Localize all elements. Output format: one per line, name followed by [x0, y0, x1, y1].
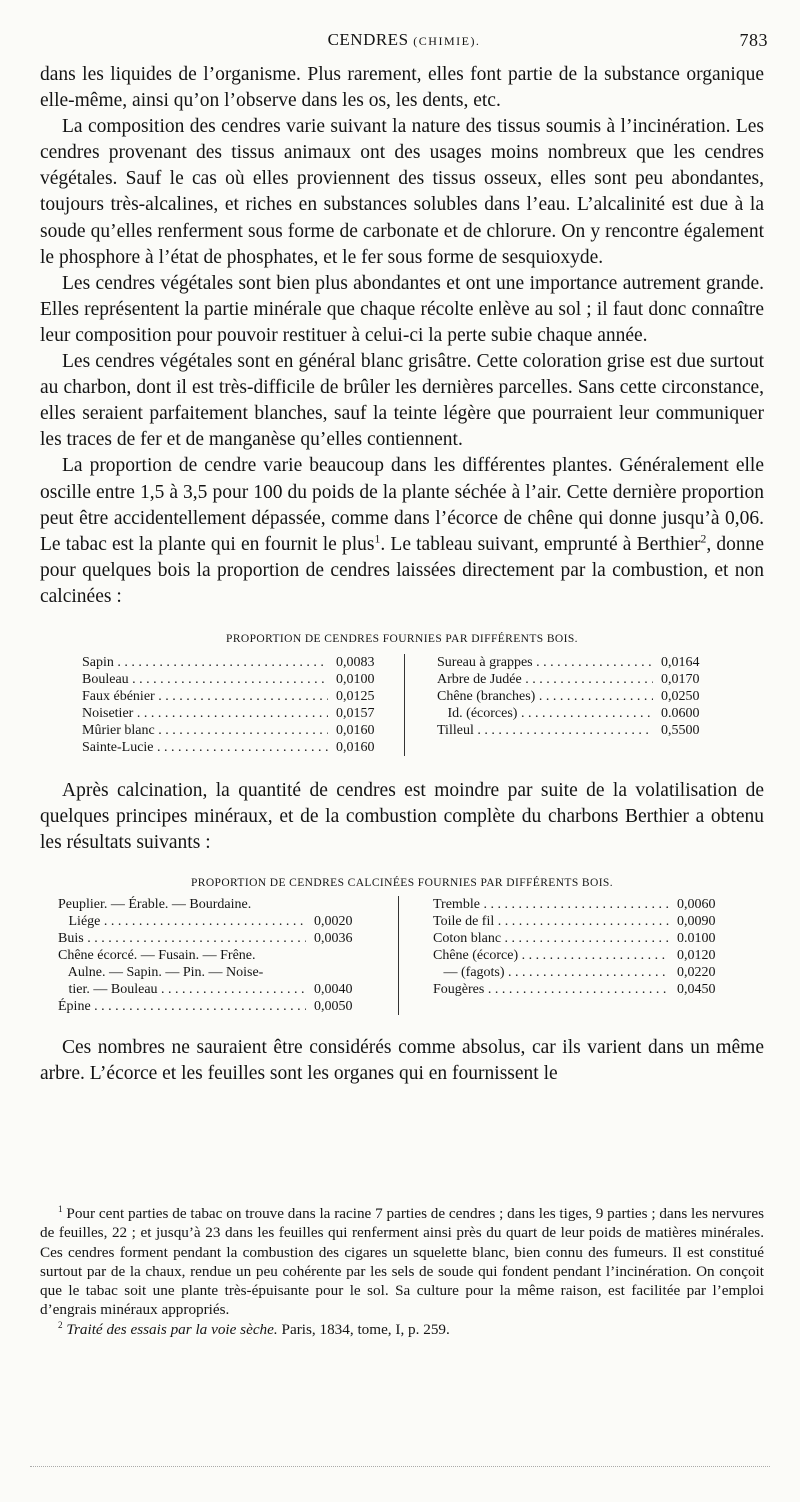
table2-left-row	[58, 964, 378, 981]
table1-divider	[404, 654, 405, 756]
table1-left-name: Mûrier blanc . . .	[82, 722, 328, 739]
table2-right-row	[433, 981, 741, 998]
table2-right-value: 0,0220	[677, 965, 716, 981]
footnote-1-mark: 1	[58, 1203, 63, 1214]
table2-right-value: 0,0120	[677, 948, 716, 964]
table1	[40, 654, 764, 756]
table2-left-value: 0,0036	[314, 931, 353, 947]
table1-left-name: Noisetier . . .	[82, 705, 328, 722]
table2-right-value: 0,0090	[677, 914, 716, 930]
footnote-2-rest: Paris, 1834, tome, I, p. 259.	[277, 1320, 450, 1338]
table2-left-row	[58, 930, 378, 947]
page-number: 783	[739, 30, 768, 50]
table2-right-name: Chêne (écorce) . . .	[433, 947, 669, 964]
table2-left-value: 0,0020	[314, 914, 353, 930]
table2-right-row	[433, 913, 741, 930]
table1-left-name: Sapin . . .	[82, 654, 328, 671]
table2-left-name: tier. — Bouleau . . .	[58, 981, 306, 998]
table1-left-row	[82, 654, 400, 671]
table2-left-value	[306, 896, 378, 913]
paragraph-closing: Ces nombres ne sauraient être considérés comme absolus, car ils varient dans un même arbre. L’écorce et les feuilles sont les organes qui en fournissent le	[40, 1037, 764, 1085]
table1-left-value: 0,0125	[336, 688, 375, 704]
table1-right-value: 0,0164	[661, 654, 700, 670]
table2-left-value	[306, 964, 378, 981]
table1-right-row	[437, 705, 725, 722]
table2-right-value: 0,0060	[677, 897, 716, 913]
table2-right-name: Toile de fil . . .	[433, 913, 669, 930]
table1-right-name: Tilleul . . .	[437, 722, 653, 739]
paragraph-after-calcination: Après calcination, la quantité de cendres est moindre par suite de la volatilisation de quelques principes minéraux, et de la combustion complète du charbons Berthier a obtenu les résultats suivants :	[40, 779, 764, 854]
table2-left-value	[306, 947, 378, 964]
table1-left-value: 0,0100	[336, 671, 375, 687]
table1-right-value: 0,0170	[661, 671, 700, 687]
table1-left-name: Faux ébénier . . .	[82, 688, 328, 705]
running-title-main: CENDRES	[327, 30, 409, 49]
running-title-sub: (CHIMIE).	[413, 34, 481, 48]
table1-left-name: Bouleau . . .	[82, 671, 328, 688]
table2-divider	[398, 896, 399, 1015]
table1-right-row	[437, 688, 725, 705]
paragraph-5c-text: , donne pour quelques bois la proportion de cendres laissées directement par la combustion, et non calcinées :	[40, 533, 765, 607]
table2-right-name: Coton blanc . . .	[433, 930, 669, 947]
footnotes	[40, 1204, 764, 1339]
footnote-2-mark: 2	[58, 1319, 63, 1330]
table1-left-row	[82, 688, 400, 705]
table1-right-value: 0.0600	[661, 705, 700, 721]
table2-left-name: Buis . . .	[58, 930, 306, 947]
paragraph-5-text: La proportion de cendre varie beaucoup dans les différentes plantes. Généralement elle oscille entre 1,5 à 3,5 pour 100 du poids de la plante séchée à l’air. Cette dernière proportion peut être accidentellement dépassée, comme dans l’écorce de chêne qui donne jusqu’à 0,06. Le tabac est la plante qui en fournit le plus	[40, 455, 764, 555]
table2-left-value: 0,0040	[314, 982, 353, 998]
table2-right-column	[433, 896, 741, 1015]
table2-right-row	[433, 947, 741, 964]
table1-right-value: 0,5500	[661, 722, 700, 738]
paragraph-4: Les cendres végétales sont en général blanc grisâtre. Cette coloration grise est due surtout au charbon, dont il est très-difficile de brûler les dernières parcelles. Sans cette circonstance, elles seraient parfaitement blanches, sauf la teinte légère que pourraient leur communiquer les traces de fer et de manganèse qu’elles contiennent.	[40, 351, 764, 451]
table2-right-value: 0.0100	[677, 931, 716, 947]
table1-left-column	[82, 654, 400, 756]
footnote-ref-2[interactable]: 2	[700, 532, 707, 546]
table1-left-value: 0,0083	[336, 654, 375, 670]
table2-left-name: Aulne. — Sapin. — Pin. — Noise-	[58, 965, 264, 981]
table1-right-name: Id. (écorces) . . .	[437, 705, 653, 722]
running-title	[40, 30, 768, 50]
table1-right-name: Chêne (branches) . . .	[437, 688, 653, 705]
paragraph-5b-text: Le tableau suivant, emprunté à Berthier	[390, 533, 701, 555]
table2-right-value: 0,0450	[677, 982, 716, 998]
paragraph-2: La composition des cendres varie suivant la nature des tissus soumis à l’incinération. Les cendres provenant des tissus animaux ont des usages moins nombreux que les cendres végétales. Sauf le cas où elles proviennent des tissus osseux, elles sont peu abondantes, toujours très-alcalines, et riches en substances solubles dans l’eau. L’alcalinité est due à la soude qu’elles renferment sous forme de carbonate et de chlorure. On y rencontre également le phosphore à l’état de phosphates, et le fer sous forme de sesquioxyde.	[40, 116, 764, 268]
table1-right-name: Arbre de Judée . . .	[437, 671, 653, 688]
page-bottom-rule	[30, 1466, 770, 1467]
table2-right-row	[433, 964, 741, 981]
table2-right-name: — (fagots) . . .	[433, 964, 669, 981]
table1-left-row	[82, 722, 400, 739]
table2-left-name: Liége . . .	[58, 913, 306, 930]
table2-caption: PROPORTION DE CENDRES CALCINÉES FOURNIES PAR DIFFÉRENTS BOIS.	[190, 877, 613, 890]
table2-left-column	[58, 896, 378, 1015]
footnote-2-title: Traité des essais par la voie sèche.	[66, 1320, 278, 1338]
table1-left-row	[82, 671, 400, 688]
table2-left-row	[58, 998, 378, 1015]
paragraph-3: Les cendres végétales sont bien plus abondantes et ont une importance autrement grande. Elles représentent la partie minérale que chaque récolte enlève au sol ; il faut donc connaître leur composition pour pouvoir restituer à celui-ci la perte subie chaque année.	[40, 272, 764, 346]
table1-left-value: 0,0160	[336, 722, 375, 738]
table2-left-row	[58, 913, 378, 930]
table1-right-name: Sureau à grappes . . .	[437, 654, 653, 671]
table1-left-row	[82, 739, 400, 756]
table1-left-row	[82, 705, 400, 722]
table1-right-column	[437, 654, 725, 756]
table2-right-name: Tremble . . .	[433, 896, 669, 913]
table2-left-row	[58, 947, 378, 964]
running-header	[40, 30, 768, 56]
table1-right-value: 0,0250	[661, 688, 700, 704]
table2-left-row	[58, 981, 378, 998]
table2-left-name: Chêne écorcé. — Fusain. — Frêne.	[58, 948, 256, 964]
table1-right-row	[437, 654, 725, 671]
table2-left-name: Peuplier. — Érable. — Bourdaine.	[58, 897, 252, 913]
paragraph-1: dans les liquides de l’organisme. Plus rarement, elles font partie de la substance organique elle-même, ainsi qu’on l’observe dans les os, les dents, etc.	[40, 64, 764, 112]
table1-left-name: Sainte-Lucie . . .	[82, 739, 328, 756]
table1-right-row	[437, 722, 725, 739]
table1-caption: PROPORTION DE CENDRES FOURNIES PAR DIFFÉRENTS BOIS.	[226, 632, 578, 645]
footnote-ref-1[interactable]: 1	[374, 532, 381, 546]
table1-left-value: 0,0157	[336, 705, 375, 721]
paragraph-5: La proportion de cendre varie beaucoup dans les différentes plantes. Généralement elle oscille entre 1,5 à 3,5 pour 100 du poids de la plante séchée à l’air. Cette dernière proportion peut être accidentellement dépassée, comme dans l’écorce de chêne qui donne jusqu’à 0,06. Le tabac est la plante qui en fournit le plus$^1$. Le tableau suivant, emprunté à Berthier$^2$, donne pour quelques bois la proportion de cendres laissées directement par la combustion, et non calcinées :	[40, 455, 765, 607]
table2-right-row	[433, 930, 741, 947]
table2-left-name: Épine . . .	[58, 998, 306, 1015]
table2-left-row	[58, 896, 378, 913]
table1-left-value: 0,0160	[336, 739, 375, 755]
table2	[40, 896, 764, 1015]
table2-right-name: Fougères . . .	[433, 981, 669, 998]
table1-right-row	[437, 671, 725, 688]
footnote-1	[40, 1204, 764, 1320]
footnote-1-text: Pour cent parties de tabac on trouve dans la racine 7 parties de cendres ; dans les tiges, 9 parties ; dans les nervures de feuilles, 22 ; et jusqu’à 23 dans les feuilles qui renferment ainsi près du quart de leur poids de matières minérales. Ces cendres forment pendant la combustion des cigares un squelette blanc, bien connu des fumeurs. Il est constitué surtout par de la chaux, rendue un peu cohérente par les sels de soude qui fondent pendant l’incinération. On conçoit que le tabac soit une plante très-épuisante pour le sol. Sa culture pour la même raison, est facilitée par l’emploi d’engrais minéraux appropriés.	[40, 1205, 765, 1319]
table2-left-value: 0,0050	[314, 999, 353, 1015]
footnote-2	[40, 1320, 764, 1339]
table2-right-row	[433, 896, 741, 913]
main-text	[40, 62, 764, 1087]
